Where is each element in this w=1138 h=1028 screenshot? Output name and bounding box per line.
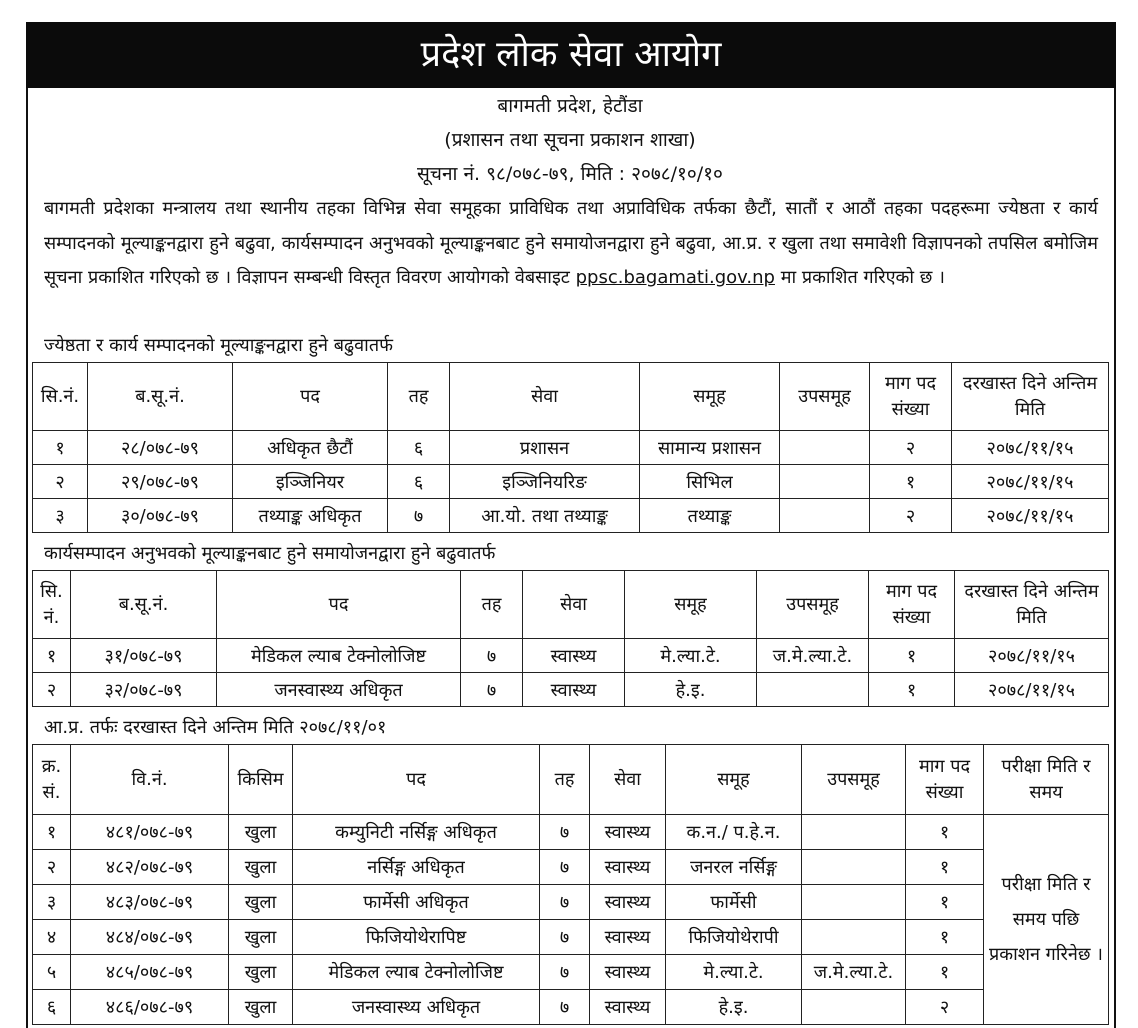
table-cell: ७ <box>388 499 450 533</box>
table-cell: स्वास्थ्य <box>590 920 666 955</box>
column-header: क्र. सं. <box>33 745 71 815</box>
table-row <box>33 990 1109 1025</box>
table-cell: २ <box>33 850 71 885</box>
table-cell: २८/०७८-७९ <box>88 431 233 465</box>
column-header: सेवा <box>590 745 666 815</box>
table-cell: १ <box>33 815 71 850</box>
column-header: पद <box>233 363 388 431</box>
table-cell: इञ्जिनियरिङ <box>450 465 640 499</box>
table-cell: २०७८/११/१५ <box>955 673 1109 707</box>
table-cell: २०७८/११/१५ <box>952 499 1109 533</box>
table-cell: १ <box>33 431 88 465</box>
table-cell: ७ <box>540 850 590 885</box>
table-cell: ७ <box>461 639 523 673</box>
table-cell: जनस्वास्थ्य अधिकृत <box>293 990 540 1025</box>
column-header: तह <box>388 363 450 431</box>
table-cell: ३ <box>33 499 88 533</box>
table-cell: ३०/०७८-७९ <box>88 499 233 533</box>
banner-title: प्रदेश लोक सेवा आयोग <box>26 22 1116 88</box>
table-row <box>33 499 1109 533</box>
column-header: माग पद संख्या <box>870 363 952 431</box>
column-header: उपसमूह <box>757 571 869 639</box>
column-header: सि.नं. <box>33 363 88 431</box>
column-header: किसिम <box>229 745 293 815</box>
table-cell: तथ्याङ्क अधिकृत <box>233 499 388 533</box>
table-row <box>33 920 1109 955</box>
table-cell: ७ <box>540 885 590 920</box>
table-cell: १ <box>906 920 984 955</box>
table-cell: मेडिकल ल्याब टेक्नोलोजिष्ट <box>217 639 461 673</box>
column-header: तह <box>461 571 523 639</box>
website-link[interactable]: ppsc.bagamati.gov.np <box>575 267 775 288</box>
table-cell: फार्मेसी अधिकृत <box>293 885 540 920</box>
intro-text-before: बागमती प्रदेशका मन्त्रालय तथा स्थानीय तहका विभिन्न सेवा समूहका प्राविधिक तथा अप्राविधिक तर्फका छैटौं, सातौं र आठौं तहका पदहरूमा ज्येष्ठता र कार्य सम्पादनको मूल्याङ्कनद्वारा हुने बढुवा, कार्यसम्पादन अनुभवको मूल्याङ्कनबाट हुने समायोजनद्वारा हुने बढुवा, आ.प्र. र खुला तथा समावेशी विज्ञापनको तपसिल बमोजिम सूचना प्रकाशित गरिएको छ । विज्ञापन सम्बन्धी विस्तृत विवरण आयोगको वेबसाइट <box>44 198 1098 288</box>
table-cell: जनरल नर्सिङ्ग <box>666 850 802 885</box>
table-cell: ६ <box>388 465 450 499</box>
table-cell: ७ <box>540 920 590 955</box>
table-cell: स्वास्थ्य <box>590 850 666 885</box>
table-cell: २ <box>870 499 952 533</box>
open-ad-table <box>32 744 1109 1025</box>
table-cell: सिभिल <box>640 465 780 499</box>
table-cell <box>757 673 869 707</box>
table-cell: ४८४/०७८-७९ <box>71 920 229 955</box>
column-header: दरखास्त दिने अन्तिम मिति <box>955 571 1109 639</box>
table-cell: ३१/०७८-७९ <box>71 639 217 673</box>
table-cell: १ <box>906 955 984 990</box>
table-cell: हे.इ. <box>666 990 802 1025</box>
column-header: वि.नं. <box>71 745 229 815</box>
table-cell: १ <box>869 673 955 707</box>
table-cell <box>802 990 906 1025</box>
table-cell: २९/०७८-७९ <box>88 465 233 499</box>
table-cell: फार्मेसी <box>666 885 802 920</box>
table-cell: ४८१/०७८-७९ <box>71 815 229 850</box>
section1-title: ज्येष्ठता र कार्य सम्पादनको मूल्याङ्कनद्वारा हुने बढुवातर्फ <box>44 335 393 356</box>
table-cell: ज.मे.ल्या.टे. <box>802 955 906 990</box>
table-cell: १ <box>870 465 952 499</box>
table-cell: २ <box>870 431 952 465</box>
table-row <box>33 850 1109 885</box>
column-header: समूह <box>666 745 802 815</box>
table-cell: प्रशासन <box>450 431 640 465</box>
column-header: ब.सू.नं. <box>88 363 233 431</box>
table-cell: मेडिकल ल्याब टेक्नोलोजिष्ट <box>293 955 540 990</box>
intro-paragraph <box>44 192 1098 296</box>
table-cell: तथ्याङ्क <box>640 499 780 533</box>
table-cell: स्वास्थ्य <box>590 955 666 990</box>
table-cell: ज.मे.ल्या.टे. <box>757 639 869 673</box>
table-cell: खुला <box>229 850 293 885</box>
table-cell: मे.ल्या.टे. <box>625 639 757 673</box>
table-cell: १ <box>906 885 984 920</box>
table-cell: क.न./ प.हे.न. <box>666 815 802 850</box>
table-cell: ४८५/०७८-७९ <box>71 955 229 990</box>
table-cell: खुला <box>229 990 293 1025</box>
table-cell: २०७८/११/१५ <box>952 431 1109 465</box>
column-header: समूह <box>625 571 757 639</box>
table-row <box>33 673 1109 707</box>
table-row <box>33 465 1109 499</box>
column-header: समूह <box>640 363 780 431</box>
section3-title: आ.प्र. तर्फः दरखास्त दिने अन्तिम मिति २०७८/११/०१ <box>44 717 387 738</box>
column-header: उपसमूह <box>802 745 906 815</box>
column-header: परीक्षा मिति र समय <box>984 745 1109 815</box>
table-cell: २०७८/११/१५ <box>955 639 1109 673</box>
exam-date-note: परीक्षा मिति र समय पछि प्रकाशन गरिनेछ । <box>984 815 1109 1025</box>
promotion-table <box>32 362 1109 533</box>
table-cell <box>780 499 870 533</box>
table-cell <box>802 885 906 920</box>
table-row <box>33 885 1109 920</box>
table-cell <box>780 465 870 499</box>
table-cell: १ <box>33 639 71 673</box>
column-header: माग पद संख्या <box>906 745 984 815</box>
table-cell: फिजियोथेरापी <box>666 920 802 955</box>
adjustment-table <box>32 570 1109 707</box>
province-heading: बागमती प्रदेश, हेटौंडा <box>497 95 643 117</box>
section2-title: कार्यसम्पादन अनुभवको मूल्याङ्कनबाट हुने समायोजनद्वारा हुने बढुवातर्फ <box>44 543 496 564</box>
table-cell: इञ्जिनियर <box>233 465 388 499</box>
column-header: पद <box>217 571 461 639</box>
table-cell: ७ <box>540 955 590 990</box>
table-cell <box>802 850 906 885</box>
table-cell: १ <box>906 850 984 885</box>
table-cell: खुला <box>229 920 293 955</box>
table-cell: १ <box>906 815 984 850</box>
column-header: सि. नं. <box>33 571 71 639</box>
table-cell: खुला <box>229 955 293 990</box>
column-header: ब.सू.नं. <box>71 571 217 639</box>
branch-heading: (प्रशासन तथा सूचना प्रकाशन शाखा) <box>444 129 696 151</box>
table-row <box>33 431 1109 465</box>
table-cell: ३ <box>33 885 71 920</box>
table-cell: खुला <box>229 815 293 850</box>
column-header: उपसमूह <box>780 363 870 431</box>
table-cell: स्वास्थ्य <box>523 639 625 673</box>
table-cell <box>802 815 906 850</box>
table-cell: ६ <box>33 990 71 1025</box>
table-row <box>33 955 1109 990</box>
column-header: पद <box>293 745 540 815</box>
table-cell: ७ <box>461 673 523 707</box>
table-cell: ६ <box>388 431 450 465</box>
table-cell: कम्युनिटी नर्सिङ्ग अधिकृत <box>293 815 540 850</box>
table-cell: खुला <box>229 885 293 920</box>
table-cell <box>802 920 906 955</box>
table-cell: ७ <box>540 990 590 1025</box>
table-cell: २ <box>906 990 984 1025</box>
table-cell: ४८६/०७८-७९ <box>71 990 229 1025</box>
notice-number: सूचना नं. ९८/०७८-७९, मिति : २०७८/१०/१० <box>417 163 723 185</box>
table-cell: १ <box>869 639 955 673</box>
table-cell: नर्सिङ्ग अधिकृत <box>293 850 540 885</box>
table-cell: अधिकृत छैटौं <box>233 431 388 465</box>
table-cell: २ <box>33 673 71 707</box>
table-row <box>33 815 1109 850</box>
table-cell: ४ <box>33 920 71 955</box>
table-cell: स्वास्थ्य <box>590 885 666 920</box>
column-header: दरखास्त दिने अन्तिम मिति <box>952 363 1109 431</box>
column-header: सेवा <box>523 571 625 639</box>
table-cell: ३२/०७८-७९ <box>71 673 217 707</box>
table-cell: स्वास्थ्य <box>590 815 666 850</box>
table-cell: हे.इ. <box>625 673 757 707</box>
table-cell: ४८२/०७८-७९ <box>71 850 229 885</box>
table-row <box>33 639 1109 673</box>
table-cell: ४८३/०७८-७९ <box>71 885 229 920</box>
table-cell: स्वास्थ्य <box>523 673 625 707</box>
table-cell: फिजियोथेरापिष्ट <box>293 920 540 955</box>
table-cell: २ <box>33 465 88 499</box>
column-header: सेवा <box>450 363 640 431</box>
column-header: माग पद संख्या <box>869 571 955 639</box>
table-cell: जनस्वास्थ्य अधिकृत <box>217 673 461 707</box>
table-cell: सामान्य प्रशासन <box>640 431 780 465</box>
table-cell: २०७८/११/१५ <box>952 465 1109 499</box>
table-cell: स्वास्थ्य <box>590 990 666 1025</box>
table-cell: ७ <box>540 815 590 850</box>
table-cell: आ.यो. तथा तथ्याङ्क <box>450 499 640 533</box>
intro-text-after: मा प्रकाशित गरिएको छ । <box>774 267 945 288</box>
table-cell: ५ <box>33 955 71 990</box>
column-header: तह <box>540 745 590 815</box>
table-cell <box>780 431 870 465</box>
table-cell: मे.ल्या.टे. <box>666 955 802 990</box>
